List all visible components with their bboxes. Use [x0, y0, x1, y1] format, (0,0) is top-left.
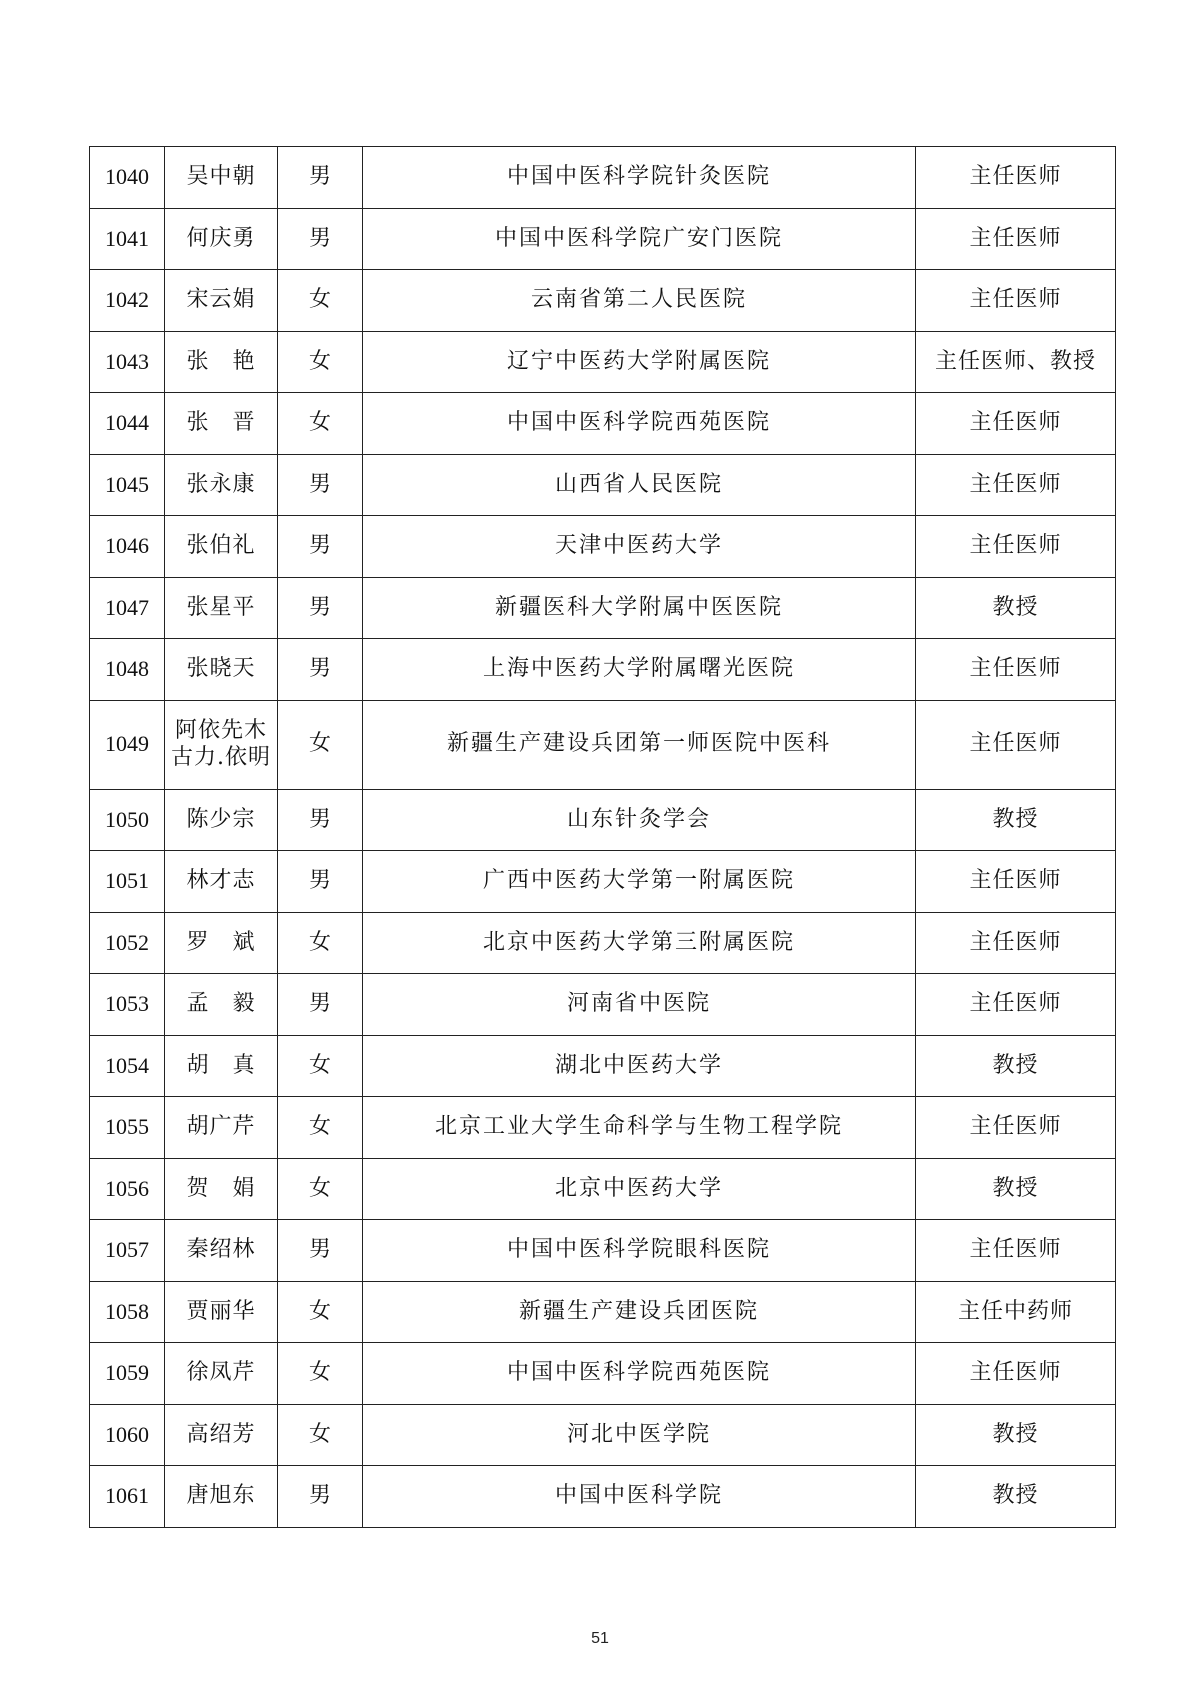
- sex-cell: 女: [278, 1158, 363, 1220]
- title-cell: 主任医师: [916, 147, 1116, 209]
- title-cell: 主任医师: [916, 700, 1116, 789]
- name-cell: 唐旭东: [165, 1466, 278, 1528]
- row-number-cell: 1040: [90, 147, 165, 209]
- row-number-cell: 1041: [90, 208, 165, 270]
- name-cell: 吴中朝: [165, 147, 278, 209]
- name-cell: 胡 真: [165, 1035, 278, 1097]
- table-row: [90, 577, 1116, 639]
- sex-cell: 女: [278, 1404, 363, 1466]
- table-row: [90, 270, 1116, 332]
- sex-cell: 男: [278, 577, 363, 639]
- organization-cell: 新疆生产建设兵团第一师医院中医科: [363, 700, 916, 789]
- sex-cell: 女: [278, 270, 363, 332]
- organization-cell: 河南省中医院: [363, 974, 916, 1036]
- sex-cell: 女: [278, 1097, 363, 1159]
- name-cell: 陈少宗: [165, 789, 278, 851]
- row-number-cell: 1044: [90, 393, 165, 455]
- name-cell: 宋云娟: [165, 270, 278, 332]
- organization-cell: 天津中医药大学: [363, 516, 916, 578]
- name-cell: 林才志: [165, 851, 278, 913]
- table-row: [90, 147, 1116, 209]
- title-cell: 主任医师: [916, 454, 1116, 516]
- row-number-cell: 1043: [90, 331, 165, 393]
- table-row: [90, 516, 1116, 578]
- row-number-cell: 1047: [90, 577, 165, 639]
- table-row: [90, 393, 1116, 455]
- name-cell: 贺 娟: [165, 1158, 278, 1220]
- row-number-cell: 1048: [90, 639, 165, 701]
- sex-cell: 男: [278, 147, 363, 209]
- sex-cell: 男: [278, 789, 363, 851]
- organization-cell: 云南省第二人民医院: [363, 270, 916, 332]
- title-cell: 主任医师: [916, 1097, 1116, 1159]
- name-cell: 罗 斌: [165, 912, 278, 974]
- sex-cell: 女: [278, 393, 363, 455]
- sex-cell: 男: [278, 974, 363, 1036]
- sex-cell: 男: [278, 1220, 363, 1282]
- title-cell: 主任医师: [916, 1343, 1116, 1405]
- title-cell: 主任医师: [916, 851, 1116, 913]
- row-number-cell: 1051: [90, 851, 165, 913]
- row-number-cell: 1042: [90, 270, 165, 332]
- table-row: [90, 1158, 1116, 1220]
- organization-cell: 山东针灸学会: [363, 789, 916, 851]
- row-number-cell: 1056: [90, 1158, 165, 1220]
- sex-cell: 男: [278, 851, 363, 913]
- title-cell: 主任医师: [916, 974, 1116, 1036]
- name-cell: 张伯礼: [165, 516, 278, 578]
- table-row: [90, 974, 1116, 1036]
- table-row: [90, 1466, 1116, 1528]
- organization-cell: 北京中医药大学第三附属医院: [363, 912, 916, 974]
- organization-cell: 山西省人民医院: [363, 454, 916, 516]
- organization-cell: 辽宁中医药大学附属医院: [363, 331, 916, 393]
- name-cell: 张永康: [165, 454, 278, 516]
- organization-cell: 中国中医科学院西苑医院: [363, 1343, 916, 1405]
- row-number-cell: 1057: [90, 1220, 165, 1282]
- row-number-cell: 1058: [90, 1281, 165, 1343]
- organization-cell: 北京中医药大学: [363, 1158, 916, 1220]
- page-number: 51: [591, 1630, 609, 1647]
- title-cell: 主任医师: [916, 516, 1116, 578]
- organization-cell: 中国中医科学院针灸医院: [363, 147, 916, 209]
- title-cell: 主任中药师: [916, 1281, 1116, 1343]
- row-number-cell: 1059: [90, 1343, 165, 1405]
- row-number-cell: 1054: [90, 1035, 165, 1097]
- organization-cell: 中国中医科学院眼科医院: [363, 1220, 916, 1282]
- name-cell: 秦绍林: [165, 1220, 278, 1282]
- title-cell: 教授: [916, 1158, 1116, 1220]
- sex-cell: 男: [278, 1466, 363, 1528]
- sex-cell: 女: [278, 1281, 363, 1343]
- row-number-cell: 1053: [90, 974, 165, 1036]
- table-row: [90, 1404, 1116, 1466]
- title-cell: 主任医师: [916, 270, 1116, 332]
- organization-cell: 新疆生产建设兵团医院: [363, 1281, 916, 1343]
- name-cell: 张 艳: [165, 331, 278, 393]
- table-row: [90, 1343, 1116, 1405]
- organization-cell: 北京工业大学生命科学与生物工程学院: [363, 1097, 916, 1159]
- table-row: [90, 789, 1116, 851]
- table-row: [90, 700, 1116, 789]
- sex-cell: 男: [278, 208, 363, 270]
- row-number-cell: 1049: [90, 700, 165, 789]
- table-row: [90, 208, 1116, 270]
- title-cell: 主任医师: [916, 208, 1116, 270]
- table-body: [90, 147, 1116, 1528]
- organization-cell: 上海中医药大学附属曙光医院: [363, 639, 916, 701]
- title-cell: 主任医师、教授: [916, 331, 1116, 393]
- organization-cell: 新疆医科大学附属中医医院: [363, 577, 916, 639]
- organization-cell: 中国中医科学院: [363, 1466, 916, 1528]
- sex-cell: 女: [278, 331, 363, 393]
- title-cell: 主任医师: [916, 912, 1116, 974]
- row-number-cell: 1060: [90, 1404, 165, 1466]
- name-cell: 阿依先木 古力.依明: [165, 700, 278, 789]
- sex-cell: 男: [278, 516, 363, 578]
- name-cell: 高绍芳: [165, 1404, 278, 1466]
- organization-cell: 河北中医学院: [363, 1404, 916, 1466]
- name-cell: 贾丽华: [165, 1281, 278, 1343]
- organization-cell: 中国中医科学院西苑医院: [363, 393, 916, 455]
- sex-cell: 女: [278, 912, 363, 974]
- table-row: [90, 454, 1116, 516]
- row-number-cell: 1061: [90, 1466, 165, 1528]
- organization-cell: 湖北中医药大学: [363, 1035, 916, 1097]
- title-cell: 教授: [916, 1035, 1116, 1097]
- row-number-cell: 1052: [90, 912, 165, 974]
- name-cell: 孟 毅: [165, 974, 278, 1036]
- table-row: [90, 331, 1116, 393]
- name-cell: 何庆勇: [165, 208, 278, 270]
- table-row: [90, 912, 1116, 974]
- name-cell: 徐凤芹: [165, 1343, 278, 1405]
- title-cell: 主任医师: [916, 393, 1116, 455]
- name-cell: 张星平: [165, 577, 278, 639]
- sex-cell: 女: [278, 1343, 363, 1405]
- sex-cell: 男: [278, 639, 363, 701]
- table-row: [90, 1097, 1116, 1159]
- table-row: [90, 639, 1116, 701]
- row-number-cell: 1046: [90, 516, 165, 578]
- table-row: [90, 1220, 1116, 1282]
- sex-cell: 女: [278, 700, 363, 789]
- organization-cell: 中国中医科学院广安门医院: [363, 208, 916, 270]
- name-cell: 张 晋: [165, 393, 278, 455]
- title-cell: 教授: [916, 1466, 1116, 1528]
- title-cell: 主任医师: [916, 639, 1116, 701]
- title-cell: 教授: [916, 1404, 1116, 1466]
- row-number-cell: 1055: [90, 1097, 165, 1159]
- name-cell: 胡广芹: [165, 1097, 278, 1159]
- organization-cell: 广西中医药大学第一附属医院: [363, 851, 916, 913]
- sex-cell: 男: [278, 454, 363, 516]
- row-number-cell: 1045: [90, 454, 165, 516]
- table-row: [90, 1281, 1116, 1343]
- title-cell: 教授: [916, 577, 1116, 639]
- row-number-cell: 1050: [90, 789, 165, 851]
- sex-cell: 女: [278, 1035, 363, 1097]
- name-cell: 张晓天: [165, 639, 278, 701]
- title-cell: 教授: [916, 789, 1116, 851]
- table-row: [90, 1035, 1116, 1097]
- personnel-table: [89, 146, 1116, 1528]
- title-cell: 主任医师: [916, 1220, 1116, 1282]
- table-row: [90, 851, 1116, 913]
